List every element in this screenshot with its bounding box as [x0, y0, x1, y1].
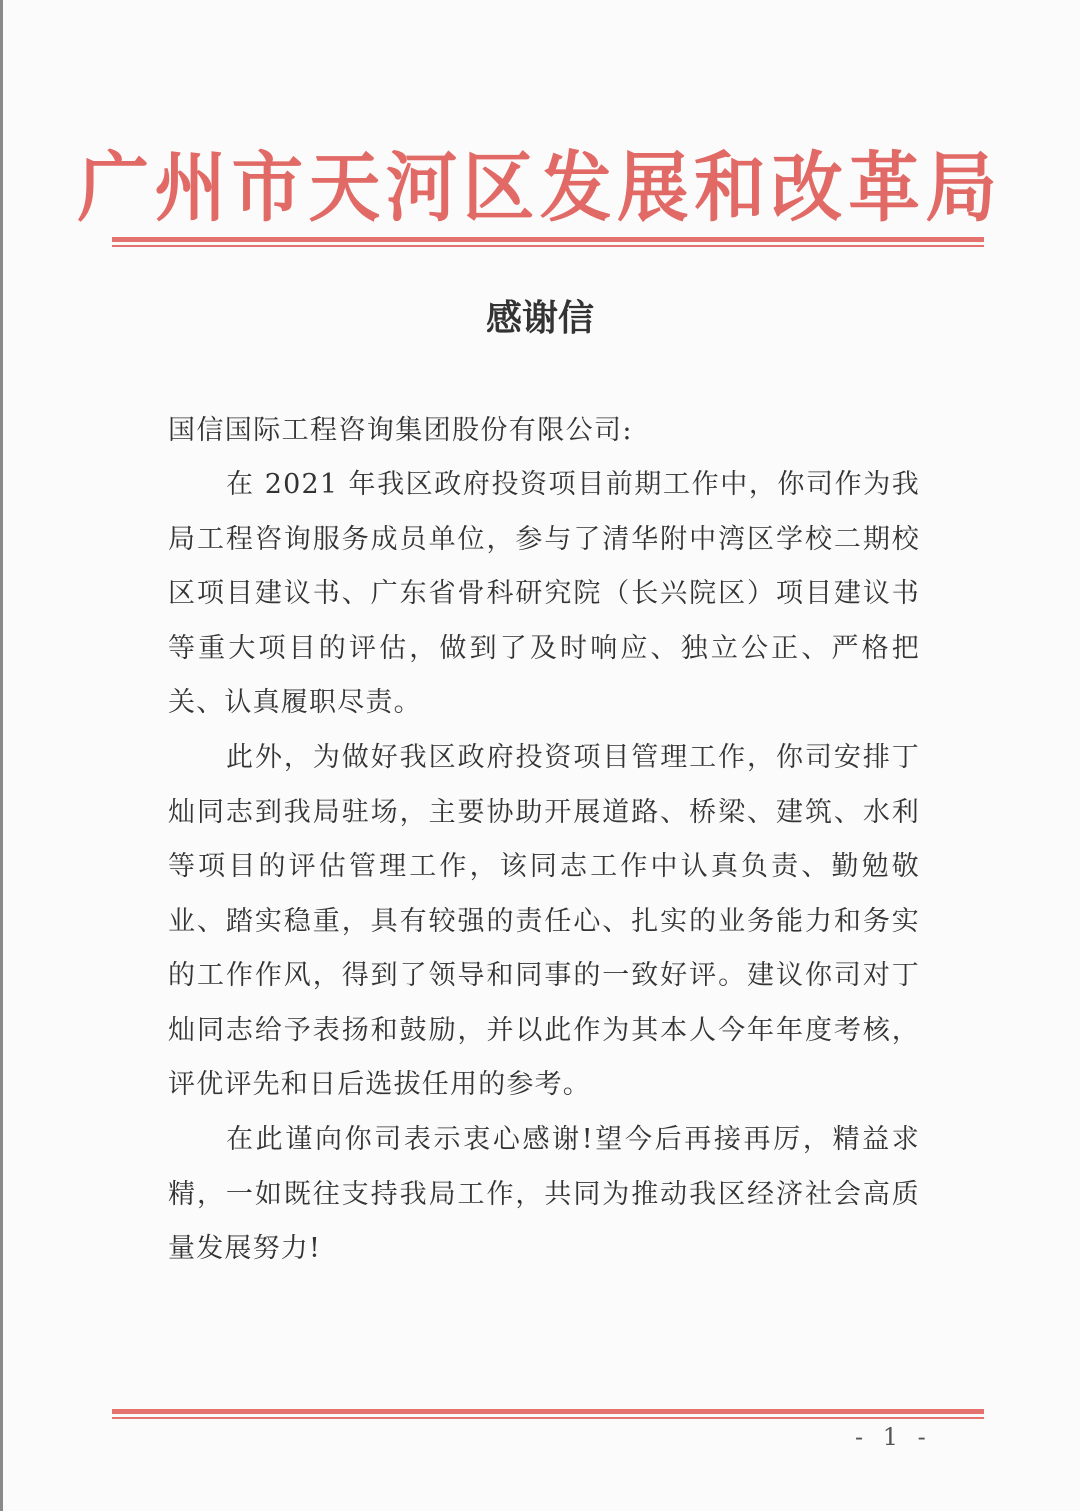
document-title: 感谢信 — [485, 297, 594, 339]
footer-rule-thick — [112, 1409, 984, 1414]
body-paragraph-2: 此外，为做好我区政府投资项目管理工作，你司安排丁灿同志到我局驻场，主要协助开展道路、桥梁、建筑、水利等项目的评估管理工作，该同志工作中认真负责、勤勉敬业、踏实稳重，具有较强的责任心、扎实的业务能力和务实的工作作风，得到了领导和同事的一致好评。建议你司对丁灿同志给予表扬和鼓励，并以此作为其本人今年年度考核，评优评先和日后选拔任用的参考。 — [168, 742, 920, 1100]
page-left-edge — [0, 0, 3, 1511]
letterhead-agency-name: 广州市天河区发展和改革局 — [77, 143, 1003, 232]
page-number: - 1 - — [855, 1423, 932, 1451]
recipient-line: 国信国际工程咨询集团股份有限公司: — [168, 415, 633, 446]
body-paragraph-3: 在此谨向你司表示衷心感谢!望今后再接再厉，精益求精，一如既往支持我局工作，共同为推动我区经济社会高质量发展努力! — [168, 1124, 920, 1264]
body-paragraph-1: 在 2021 年我区政府投资项目前期工作中，你司作为我局工程咨询服务成员单位，参与了清华附中湾区学校二期校区项目建议书、广东省骨科研究院（长兴院区）项目建议书等重大项目的评估，做到了及时响应、独立公正、严格把关、认真履职尽责。 — [168, 469, 920, 718]
letterhead-rule-thin — [112, 245, 984, 247]
footer-rule-thin — [112, 1417, 984, 1419]
letterhead-rule-thick — [112, 237, 984, 242]
